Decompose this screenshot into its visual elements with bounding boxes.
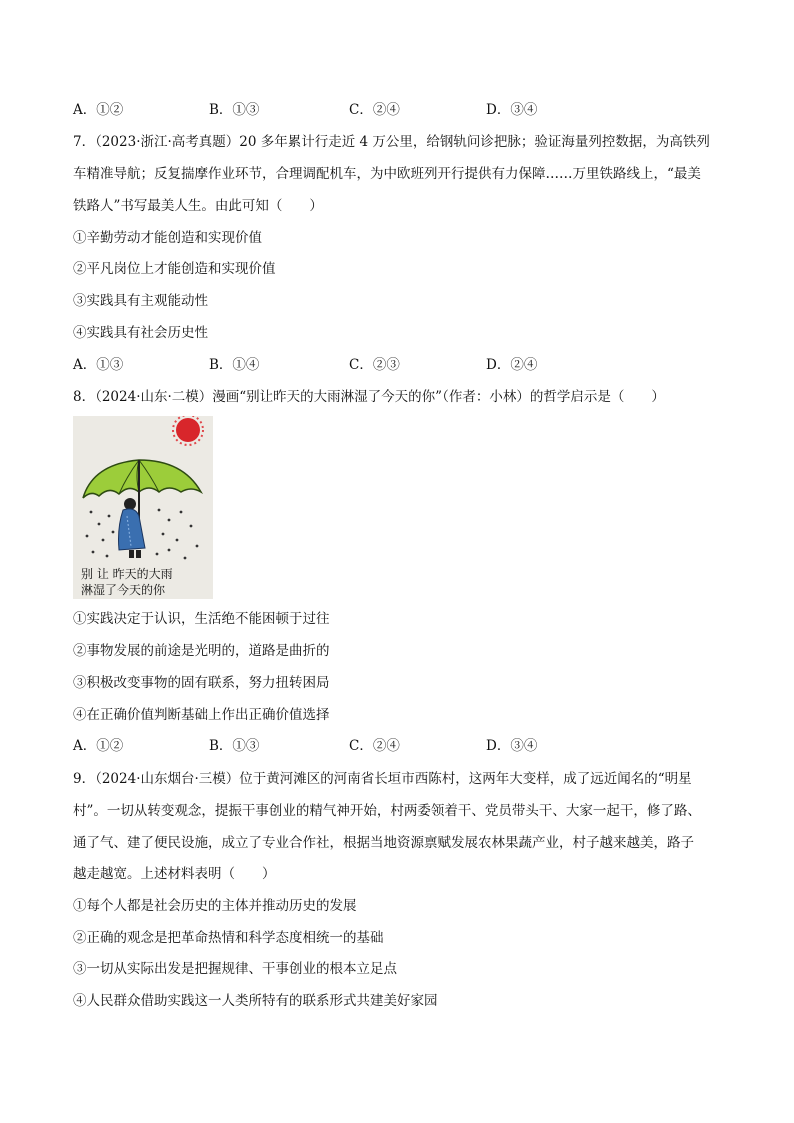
- q8-option-a: A．①②: [73, 738, 124, 754]
- q9-statement-3: ③一切从实际出发是把握规律、干事创业的根本立足点: [73, 961, 397, 977]
- q7-statement-2: ②平凡岗位上才能创造和实现价值: [73, 261, 276, 277]
- q7-stem-line-3: 铁路人”书写最美人生。由此可知（ ）: [73, 198, 323, 214]
- q8-statement-4: ④在正确价值判断基础上作出正确价值选择: [73, 707, 330, 723]
- q7-stem-line-2: 车精准导航；反复揣摩作业环节，合理调配机车，为中欧班列开行提供有力保障……万里铁路线上，“最美: [73, 166, 701, 182]
- q7-option-d: D．②④: [486, 357, 538, 373]
- cartoon-caption-line-2: 淋湿了今天的你: [81, 583, 166, 597]
- q6-option-b: B．①③: [209, 102, 260, 118]
- q9-statement-4: ④人民群众借助实践这一人类所特有的联系形式共建美好家园: [73, 993, 438, 1009]
- q8-statement-3: ③积极改变事物的固有联系，努力扭转困局: [73, 675, 330, 691]
- q9-stem-line-1: 9．（2024·山东烟台·三模）位于黄河滩区的河南省长垣市西陈村，这两年大变样，成了远近闻名的“明星: [73, 771, 692, 787]
- q9-stem-line-4: 越走越宽。上述材料表明（ ）: [73, 866, 276, 882]
- q7-option-c: C．②③: [349, 357, 400, 373]
- q8-stem-line-1: 8．（2024·山东·二模）漫画“别让昨天的大雨淋湿了今天的你”（作者：小林）的哲学启示是（ ）: [73, 389, 665, 405]
- q7-statement-1: ①辛勤劳动才能创造和实现价值: [73, 230, 262, 246]
- q9-statement-2: ②正确的观念是把革命热情和科学态度相统一的基础: [73, 930, 384, 946]
- q6-option-d: D．③④: [486, 102, 538, 118]
- q8-statement-2: ②事物发展的前途是光明的，道路是曲折的: [73, 643, 330, 659]
- q9-stem-line-3: 通了气、建了便民设施，成立了专业合作社，根据当地资源禀赋发展农林果蔬产业，村子越来越美，路子: [73, 835, 694, 851]
- q8-statement-1: ①实践决定于认识，生活绝不能困顿于过往: [73, 611, 330, 627]
- q6-option-c: C．②④: [349, 102, 400, 118]
- cartoon-caption-line-1: 别 让 昨天的大雨: [81, 567, 173, 581]
- q7-statement-3: ③实践具有主观能动性: [73, 293, 208, 309]
- q7-stem-line-1: 7．（2023·浙江·高考真题）20 多年累计行走近 4 万公里，给钢轨问诊把脉；验证海量列控数据，为高铁列: [73, 134, 710, 150]
- q6-option-a: A．①②: [73, 102, 124, 118]
- q9-stem-line-2: 村”。一切从转变观念，提振干事创业的精气神开始，村两委领着干、党员带头干、大家一起干，修了路、: [73, 803, 701, 819]
- q7-option-b: B．①④: [209, 357, 260, 373]
- q7-option-a: A．①③: [73, 357, 124, 373]
- q7-statement-4: ④实践具有社会历史性: [73, 325, 208, 341]
- q8-option-c: C．②④: [349, 738, 400, 754]
- q8-option-d: D．③④: [486, 738, 538, 754]
- q9-statement-1: ①每个人都是社会历史的主体并推动历史的发展: [73, 898, 357, 914]
- q8-option-b: B．①③: [209, 738, 260, 754]
- cartoon-umbrella-image: [73, 416, 213, 599]
